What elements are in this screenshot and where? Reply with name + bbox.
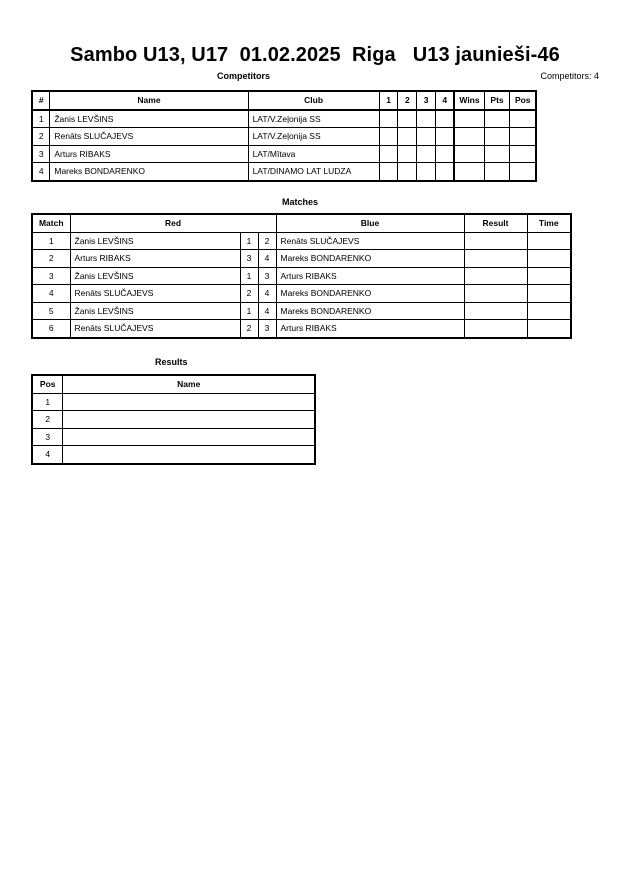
col-header: Time	[527, 214, 571, 232]
competitor-club: LAT/V.Zeļonija SS	[248, 128, 379, 146]
match-number: 2	[32, 250, 70, 268]
competitor-name: Mareks BONDARENKO	[50, 163, 248, 181]
table-row	[32, 411, 315, 429]
score-cell	[417, 128, 436, 146]
match-number: 4	[32, 285, 70, 303]
blue-number: 2	[258, 232, 276, 250]
pos-cell	[510, 110, 536, 128]
time-cell	[527, 232, 571, 250]
result-position: 1	[32, 393, 63, 411]
blue-number: 4	[258, 285, 276, 303]
results-header-row	[32, 375, 315, 393]
wins-cell	[454, 110, 484, 128]
red-competitor: Žanis LEVŠINS	[70, 267, 240, 285]
competitor-club: LAT/V.Zeļonija SS	[248, 110, 379, 128]
table-row	[32, 302, 571, 320]
results-heading: Results	[155, 357, 188, 367]
score-cell	[436, 110, 455, 128]
competitor-club: LAT/Mītava	[248, 145, 379, 163]
col-header: Name	[50, 91, 248, 110]
red-number: 3	[240, 250, 258, 268]
table-row	[32, 285, 571, 303]
table-row	[32, 145, 536, 163]
blue-number: 4	[258, 302, 276, 320]
red-number: 1	[240, 232, 258, 250]
match-number: 3	[32, 267, 70, 285]
col-header: #	[32, 91, 50, 110]
time-cell	[527, 250, 571, 268]
red-number: 2	[240, 285, 258, 303]
result-name	[63, 411, 315, 429]
table-row	[32, 393, 315, 411]
col-header: Result	[464, 214, 527, 232]
wins-cell	[454, 145, 484, 163]
pts-cell	[484, 128, 510, 146]
red-competitor: Renāts SLUČAJEVS	[70, 320, 240, 338]
red-competitor: Žanis LEVŠINS	[70, 232, 240, 250]
pos-cell	[510, 145, 536, 163]
score-cell	[379, 145, 398, 163]
blue-competitor: Mareks BONDARENKO	[276, 302, 464, 320]
result-cell	[464, 232, 527, 250]
score-cell	[379, 128, 398, 146]
table-row	[32, 446, 315, 464]
wins-cell	[454, 128, 484, 146]
col-header: Name	[63, 375, 315, 393]
score-cell	[436, 128, 455, 146]
col-header: Match	[32, 214, 70, 232]
col-header: Pos	[32, 375, 63, 393]
competitor-number: 2	[32, 128, 50, 146]
blue-competitor: Mareks BONDARENKO	[276, 285, 464, 303]
red-competitor: Žanis LEVŠINS	[70, 302, 240, 320]
table-row	[32, 320, 571, 338]
table-row	[32, 110, 536, 128]
score-cell	[398, 163, 417, 181]
competitors-count: Competitors: 4	[540, 71, 599, 81]
col-header: Blue	[276, 214, 464, 232]
blue-competitor: Mareks BONDARENKO	[276, 250, 464, 268]
score-cell	[398, 110, 417, 128]
competitor-number: 1	[32, 110, 50, 128]
result-name	[63, 393, 315, 411]
result-cell	[464, 302, 527, 320]
table-row	[32, 163, 536, 181]
blue-number: 3	[258, 320, 276, 338]
score-cell	[379, 110, 398, 128]
competitor-name: Arturs RIBAKS	[50, 145, 248, 163]
pts-cell	[484, 110, 510, 128]
blue-number: 3	[258, 267, 276, 285]
competitor-name: Žanis LEVŠINS	[50, 110, 248, 128]
matches-heading: Matches	[282, 197, 319, 207]
result-cell	[464, 285, 527, 303]
blue-competitor: Arturs RIBAKS	[276, 320, 464, 338]
col-header: 1	[379, 91, 398, 110]
result-position: 3	[32, 428, 63, 446]
time-cell	[527, 267, 571, 285]
result-cell	[464, 320, 527, 338]
red-number: 1	[240, 267, 258, 285]
blue-competitor: Arturs RIBAKS	[276, 267, 464, 285]
table-row	[32, 250, 571, 268]
score-cell	[436, 163, 455, 181]
result-cell	[464, 250, 527, 268]
table-row	[32, 267, 571, 285]
score-cell	[379, 163, 398, 181]
col-header: Club	[248, 91, 379, 110]
time-cell	[527, 302, 571, 320]
result-cell	[464, 267, 527, 285]
pos-cell	[510, 128, 536, 146]
table-row	[32, 128, 536, 146]
score-cell	[417, 145, 436, 163]
competitor-number: 3	[32, 145, 50, 163]
col-header: Wins	[454, 91, 484, 110]
score-cell	[398, 145, 417, 163]
table-row	[32, 232, 571, 250]
pos-cell	[510, 163, 536, 181]
pts-cell	[484, 145, 510, 163]
table-row	[32, 428, 315, 446]
match-number: 5	[32, 302, 70, 320]
col-header: Pts	[484, 91, 510, 110]
result-position: 4	[32, 446, 63, 464]
competitors-table	[31, 90, 537, 182]
col-header: Pos	[510, 91, 536, 110]
competitor-name: Renāts SLUČAJEVS	[50, 128, 248, 146]
wins-cell	[454, 163, 484, 181]
score-cell	[417, 110, 436, 128]
blue-competitor: Renāts SLUČAJEVS	[276, 232, 464, 250]
score-cell	[417, 163, 436, 181]
col-header: 4	[436, 91, 455, 110]
competitors-heading: Competitors	[217, 71, 271, 81]
blue-number: 4	[258, 250, 276, 268]
competitor-club: LAT/DINAMO LAT LUDZA	[248, 163, 379, 181]
result-position: 2	[32, 411, 63, 429]
red-number: 1	[240, 302, 258, 320]
col-header: Red	[70, 214, 276, 232]
result-name	[63, 428, 315, 446]
red-competitor: Arturs RIBAKS	[70, 250, 240, 268]
score-cell	[398, 128, 417, 146]
result-name	[63, 446, 315, 464]
red-competitor: Renāts SLUČAJEVS	[70, 285, 240, 303]
score-cell	[436, 145, 455, 163]
time-cell	[527, 320, 571, 338]
match-number: 1	[32, 232, 70, 250]
competitor-number: 4	[32, 163, 50, 181]
pts-cell	[484, 163, 510, 181]
page-title: Sambo U13, U17 01.02.2025 Riga U13 jaunieši-46	[70, 44, 560, 66]
matches-table	[31, 213, 572, 339]
competitors-header-row	[32, 91, 536, 110]
match-number: 6	[32, 320, 70, 338]
time-cell	[527, 285, 571, 303]
col-header: 2	[398, 91, 417, 110]
col-header: 3	[417, 91, 436, 110]
matches-header-row	[32, 214, 571, 232]
red-number: 2	[240, 320, 258, 338]
results-table	[31, 374, 316, 465]
